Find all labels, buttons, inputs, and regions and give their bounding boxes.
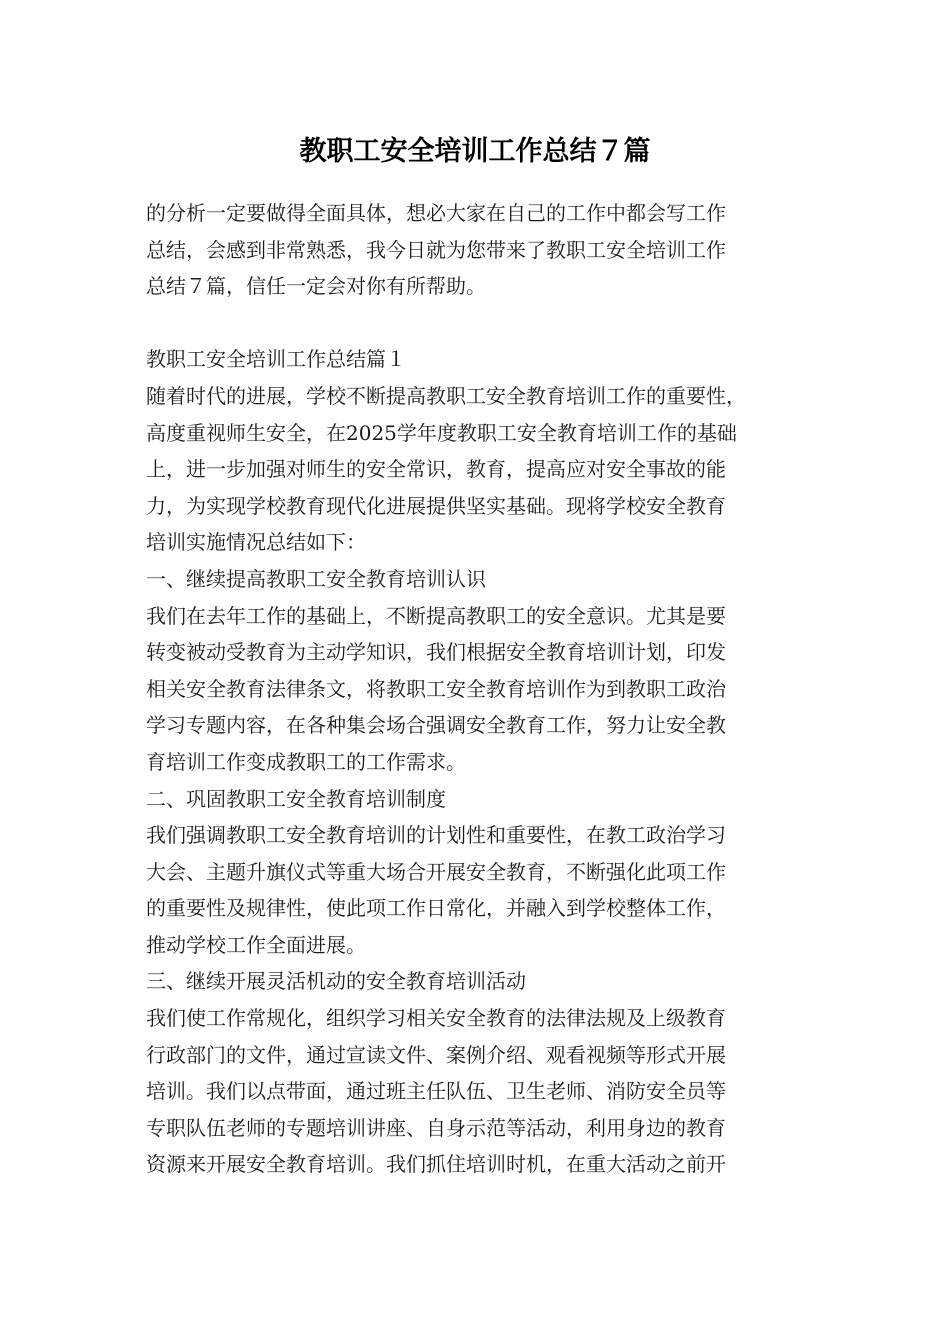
paragraph-line: 的分析一定要做得全面具体，想必大家在自己的工作中都会写工作	[146, 201, 726, 225]
paragraph-line: 专职队伍老师的专题培训讲座、自身示范等活动，利用身边的教育	[146, 1115, 726, 1140]
paragraph-line: 相关安全教育法律条文，将教职工安全教育培训作为到教职工政治	[146, 676, 726, 701]
paragraph-line: 教职工安全培训工作总结篇１	[146, 347, 406, 372]
paragraph-line: 行政部门的文件，通过宣读文件、案例介绍、观看视频等形式开展	[146, 1042, 726, 1067]
paragraph-line: 高度重视师生安全，在2025学年度教职工安全教育培训工作的基础	[146, 420, 737, 445]
blank-line	[146, 305, 836, 342]
paragraph-line: 二、巩固教职工安全教育培训制度	[146, 786, 446, 811]
paragraph-line: 我们在去年工作的基础上，不断提高教职工的安全意识。尤其是要	[146, 603, 726, 628]
paragraph-line: 上，进一步加强对师生的安全常识，教育，提高应对安全事故的能	[146, 457, 726, 482]
document-title: 教职工安全培训工作总结７篇	[299, 136, 651, 167]
paragraph-line: 三、继续开展灵活机动的安全教育培训活动	[146, 969, 526, 994]
paragraph-line: 培训实施情况总结如下：	[146, 530, 366, 555]
document-body	[146, 195, 836, 1183]
paragraph-line: 总结，会感到非常熟悉，我今日就为您带来了教职工安全培训工作	[146, 237, 726, 262]
paragraph-line: 培训。我们以点带面，通过班主任队伍、卫生老师、消防安全员等	[146, 1079, 726, 1104]
paragraph-line: 转变被动受教育为主动学知识，我们根据安全教育培训计划，印发	[146, 640, 726, 665]
paragraph-line: 我们使工作常规化，组织学习相关安全教育的法律法规及上级教育	[146, 1006, 726, 1031]
paragraph-line: 资源来开展安全教育培训。我们抓住培训时机，在重大活动之前开	[146, 1152, 726, 1177]
paragraph-line: 的重要性及规律性，使此项工作日常化，并融入到学校整体工作，	[146, 896, 726, 921]
paragraph-line: 我们强调教职工安全教育培训的计划性和重要性，在教工政治学习	[146, 823, 726, 848]
paragraph-line: 力，为实现学校教育现代化进展提供坚实基础。现将学校安全教育	[146, 493, 726, 518]
paragraph-line: 推动学校工作全面进展。	[146, 932, 366, 957]
paragraph-line: 一、继续提高教职工安全教育培训认识	[146, 566, 486, 591]
paragraph-line: 学习专题内容，在各种集会场合强调安全教育工作，努力让安全教	[146, 713, 726, 738]
paragraph-line: 大会、主题升旗仪式等重大场合开展安全教育，不断强化此项工作	[146, 859, 726, 884]
paragraph-line: 随着时代的进展，学校不断提高教职工安全教育培训工作的重要性，	[146, 383, 746, 408]
paragraph-line: 育培训工作变成教职工的工作需求。	[146, 749, 466, 774]
paragraph-line: 总结７篇，信任一定会对你有所帮助。	[146, 274, 486, 299]
